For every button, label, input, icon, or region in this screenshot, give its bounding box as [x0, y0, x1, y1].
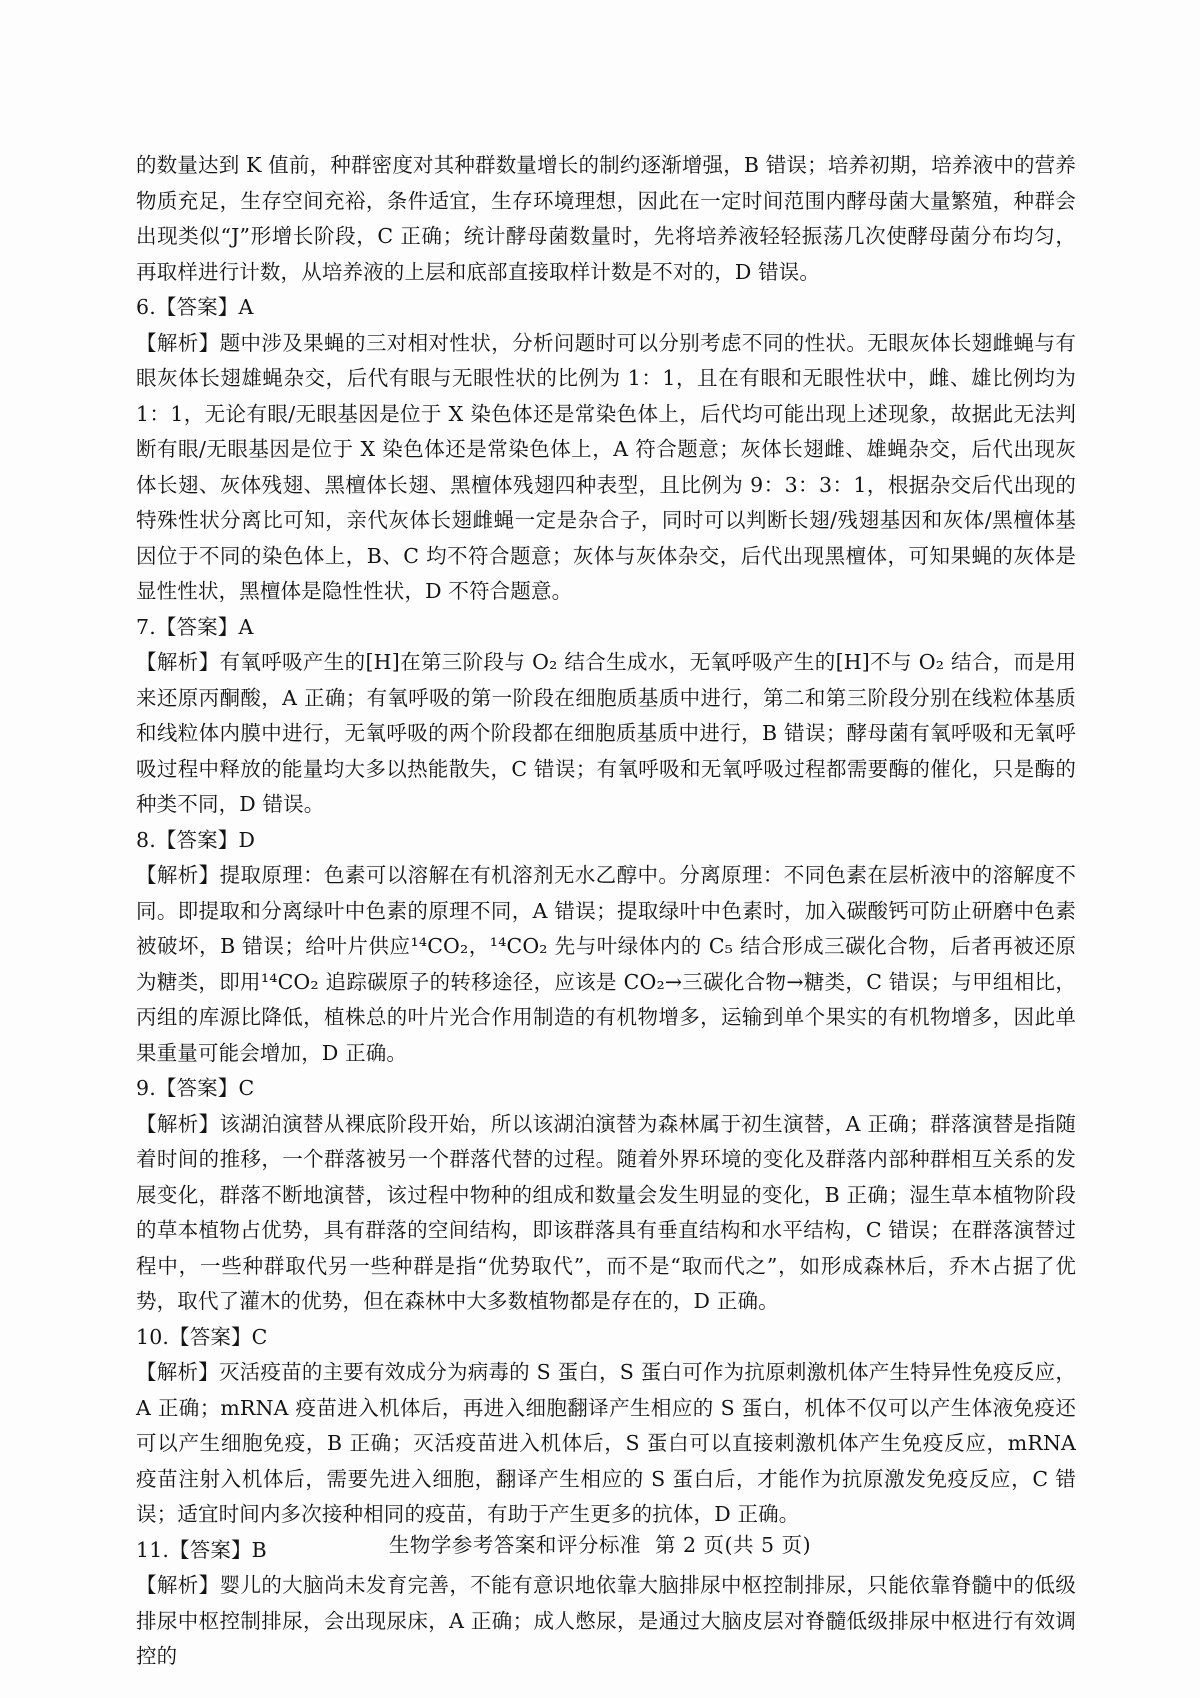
analysis-q11: 【解析】婴儿的大脑尚未发育完善，不能有意识地依靠大脑排尿中枢控制排尿，只能依靠脊髓中的低级排尿中枢控制排尿，会出现尿床，A 正确；成人憋尿，是通过大脑皮层对脊髓低级排尿中枢进行有效调控的 [136, 1573, 1076, 1668]
document-body [136, 148, 1076, 1675]
analysis-q10: 【解析】灭活疫苗的主要有效成分为病毒的 S 蛋白，S 蛋白可作为抗原刺激机体产生特异性免疫反应，A 正确；mRNA 疫苗进入机体后，再进入细胞翻译产生相应的 S 蛋白，机体不仅可以产生体液免疫还可以产生细胞免疫，B 正确；灭活疫苗进入机体后，S 蛋白可以直接刺激机体产生免疫反应，mRNA 疫苗注射入机体后，需要先进入细胞，翻译产生相应的 S 蛋白后，才能作为抗原激发免疫反应，C 错误；适宜时间内多次接种相同的疫苗，有助于产生更多的抗体，D 正确。 [136, 1360, 1076, 1526]
answer-label-q7: 7.【答案】A [136, 614, 254, 639]
analysis-q9: 【解析】该湖泊演替从裸底阶段开始，所以该湖泊演替为森林属于初生演替，A 正确；群落演替是指随着时间的推移，一个群落被另一个群落代替的过程。随着外界环境的变化及群落内部种群相互关系的发展变化，群落不断地演替，该过程中物种的组成和数量会发生明显的变化，B 正确；湿生草本植物阶段的草本植物占优势，具有群落的空间结构，即该群落具有垂直结构和水平结构，C 错误；在群落演替过程中，一些种群取代另一些种群是指“优势取代”，而不是“取而代之”，如形成森林后，乔木占据了优势，取代了灌木的优势，但在森林中大多数植物都是存在的，D 正确。 [136, 1111, 1076, 1313]
answer-label-q8: 8.【答案】D [136, 827, 256, 852]
answer-label-q6: 6.【答案】A [136, 295, 254, 319]
analysis-q8: 【解析】提取原理：色素可以溶解在有机溶剂无水乙醇中。分离原理：不同色素在层析液中的溶解度不同。即提取和分离绿叶中色素的原理不同，A 错误；提取绿叶中色素时，加入碳酸钙可防止研磨中色素被破坏，B 错误；给叶片供应¹⁴CO₂，¹⁴CO₂ 先与叶绿体内的 C₅ 结合形成三碳化合物，后者再被还原为糖类，即用¹⁴CO₂ 追踪碳原子的转移途径，应该是 CO₂→三碳化合物→糖类，C 错误；与甲组相比，丙组的库源比降低，植株总的叶片光合作用制造的有机物增多，运输到单个果实的有机物增多，因此单果重量可能会增加，D 正确。 [136, 863, 1076, 1065]
footer-title: 生物学参考答案和评分标准 [388, 1533, 641, 1557]
analysis-q7: 【解析】有氧呼吸产生的[H]在第三阶段与 O₂ 结合生成水，无氧呼吸产生的[H]不与 O₂ 结合，而是用来还原丙酮酸，A 正确；有氧呼吸的第一阶段在细胞质基质中进行，第二和第三阶段分别在线粒体基质和线粒体内膜中进行，无氧呼吸的两个阶段都在细胞质基质中进行，B 错误；酵母菌有氧呼吸和无氧呼吸过程中释放的能量均大多以热能散失，C 错误；有氧呼吸和无氧呼吸过程都需要酶的催化，只是酶的种类不同，D 错误。 [136, 650, 1076, 816]
answer-label-q9: 9.【答案】C [136, 1076, 255, 1100]
page-footer [0, 1528, 1200, 1558]
paragraph-q5-continued: 的数量达到 K 值前，种群密度对其种群数量增长的制约逐渐增强，B 错误；培养初期，培养液中的营养物质充足，生存空间充裕，条件适宜，生存环境理想，因此在一定时间范围内酵母菌大量繁殖，种群会出现类似“J”形增长阶段，C 正确；统计酵母菌数量时，先将培养液轻轻振荡几次使酵母菌分布均匀，再取样进行计数，从培养液的上层和底部直接取样计数是不对的，D 错误。 [136, 153, 1076, 284]
answer-label-q10: 10.【答案】C [136, 1324, 268, 1349]
analysis-q6: 【解析】题中涉及果蝇的三对相对性状，分析问题时可以分别考虑不同的性状。无眼灰体长翅雌蝇与有眼灰体长翅雄蝇杂交，后代有眼与无眼性状的比例为 1：1，且在有眼和无眼性状中，雌、雄比例均为 1：1，无论有眼/无眼基因是位于 X 染色体还是常染色体上，后代均可能出现上述现象，故据此无法判断有眼/无眼基因是位于 X 染色体还是常染色体上，A 符合题意；灰体长翅雌、雄蝇杂交，后代出现灰体长翅、灰体残翅、黑檀体长翅、黑檀体残翅四种表型，且比例为 9：3：3：1，根据杂交后代出现的特殊性状分离比可知，亲代灰体长翅雌蝇一定是杂合子，同时可以判断长翅/残翅基因和灰体/黑檀体基因位于不同的染色体上，B、C 均不符合题意；灰体与灰体杂交，后代出现黑檀体，可知果蝇的灰体是显性性状，黑檀体是隐性性状，D 不符合题意。 [136, 330, 1076, 603]
answer-label-q11: 11.【答案】B [136, 1537, 267, 1562]
footer-page-number: 第 2 页(共 5 页) [654, 1533, 812, 1557]
